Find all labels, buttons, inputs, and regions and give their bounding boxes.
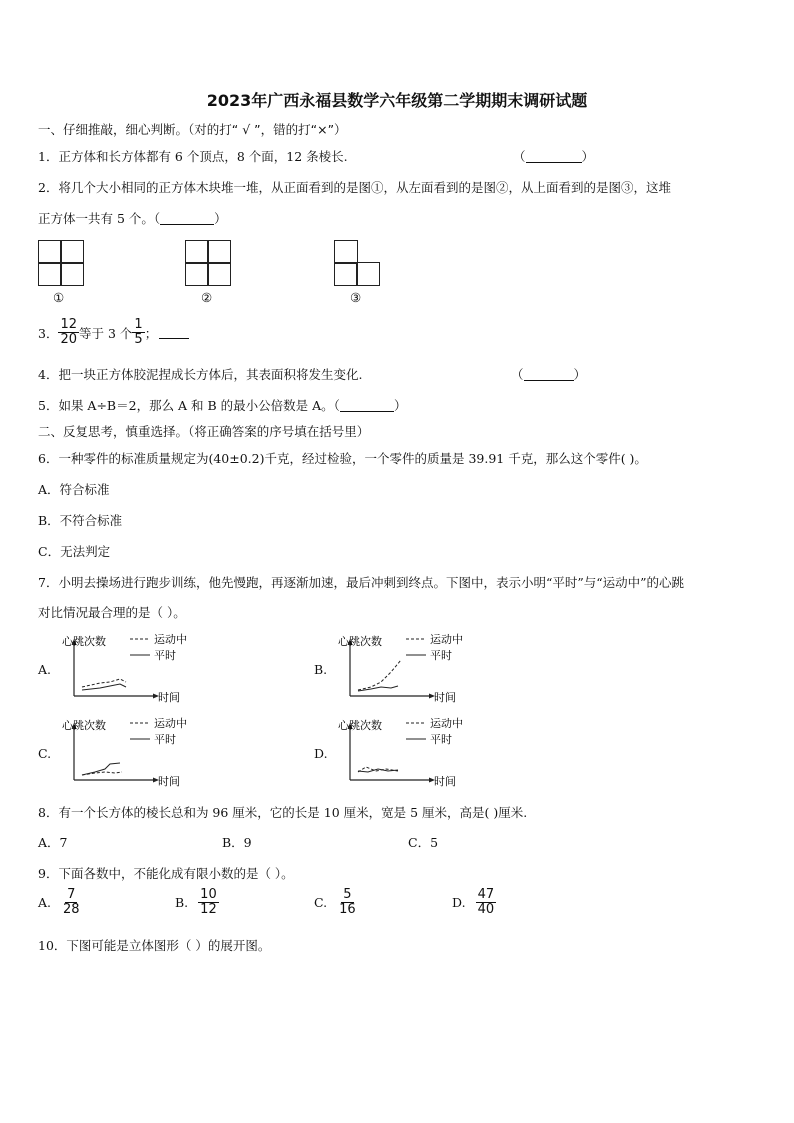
x-axis-label: 时间 (434, 691, 456, 704)
y-axis-label: 心跳次数 (62, 635, 106, 648)
option-b[interactable]: B. (314, 662, 328, 677)
question-2 (38, 178, 671, 196)
question-text: 等于 3 个 (79, 325, 133, 341)
question-number: 5． (38, 398, 59, 413)
question-number: 3． (38, 325, 59, 341)
fraction: $\frac{47}{40}$ (477, 887, 495, 918)
question-text: 正方体和长方体都有 6 个顶点，8 个面，12 条棱长. (58, 149, 348, 164)
page-title: 2023年广西永福县数学六年级第二学期期末调研试题 (206, 91, 588, 110)
section-1-heading: 一、仔细推敲，细心判断。（对的打“ √ ”，错的打“×”） (38, 122, 347, 137)
heart-rate-chart-c (60, 714, 200, 789)
figure-label-3: ③ (350, 290, 362, 305)
option-label: D. (452, 895, 466, 911)
option-d[interactable] (452, 888, 496, 918)
question-text: 把一块正方体胶泥捏成长方体后，其表面积将发生变化. (58, 367, 363, 382)
section-2-heading: 二、反复思考，慎重选择。（将正确答案的序号填在括号里） (38, 424, 370, 439)
question-text: 有一个长方体的棱长总和为 96 厘米，它的长是 10 厘米，宽是 5 厘米，高是( )厘米. (58, 805, 528, 820)
series-normal (82, 684, 126, 690)
question-10 (38, 936, 270, 954)
legend-solid: 平时 (430, 649, 452, 662)
question-2-line2 (38, 209, 227, 227)
paren-left: （ (513, 149, 526, 164)
legend-solid: 平时 (154, 733, 176, 746)
question-9 (38, 864, 294, 882)
fraction-12-20: $\frac{12}{20}$ (60, 317, 77, 348)
option-c[interactable] (314, 888, 358, 918)
option-c[interactable]: C．5 (408, 835, 439, 850)
figure-label-2: ② (201, 290, 213, 305)
question-7-line2: 对比情况最合理的是（ ）。 (38, 605, 186, 620)
question-number: 1． (38, 149, 59, 164)
y-axis-label: 心跳次数 (62, 719, 106, 732)
x-axis-label: 时间 (158, 775, 180, 788)
legend-solid: 平时 (154, 649, 176, 662)
question-7 (38, 573, 684, 591)
figure-label-1: ① (53, 290, 65, 305)
answer-blank-1[interactable] (513, 147, 594, 165)
legend-dashed: 运动中 (154, 633, 187, 646)
question-1 (38, 147, 348, 165)
legend-solid: 平时 (430, 733, 452, 746)
option-label: B. (175, 895, 189, 911)
question-text: 下面各数中，不能化成有限小数的是（ ）。 (58, 866, 294, 881)
fraction: $\frac{5}{16}$ (339, 887, 356, 918)
option-b[interactable]: B．9 (222, 835, 252, 850)
question-number: 8． (38, 805, 59, 820)
x-axis-label: 时间 (434, 775, 456, 788)
option-a[interactable]: A. (38, 662, 52, 677)
option-b[interactable] (175, 888, 219, 918)
option-d[interactable]: D. (314, 746, 328, 761)
paren-right: ） (214, 211, 227, 226)
question-text: 如果 A÷B＝2，那么 A 和 B 的最小公倍数是 A。（ (58, 398, 340, 413)
question-number: 9． (38, 866, 59, 881)
option-b[interactable]: B．不符合标准 (38, 513, 123, 528)
question-text-line2: 正方体一共有 5 个。（ (38, 211, 161, 226)
question-number: 4． (38, 367, 59, 382)
option-c[interactable]: C．无法判定 (38, 544, 111, 559)
question-5: 5．如果 A÷B＝2，那么 A 和 B 的最小公倍数是 A。（ ） (38, 398, 407, 413)
legend-dashed: 运动中 (154, 717, 187, 730)
series-exercise (82, 679, 126, 687)
heart-rate-chart-d (336, 714, 476, 789)
series-exercise (358, 660, 401, 690)
paren-right: ） (581, 149, 595, 164)
question-number: 6． (38, 451, 59, 466)
question-text-line1: 小明去操场进行跑步训练，他先慢跑，再逐渐加速，最后冲刺到终点。下图中，表示小明“平时”与“运动中”的心跳 (58, 575, 685, 590)
view-figure-1 (38, 240, 84, 286)
option-label: A. (38, 895, 52, 911)
fraction: $\frac{7}{28}$ (63, 887, 80, 918)
heart-rate-chart-a (60, 630, 200, 705)
question-text: 一种零件的标准质量规定为(40±0.2)千克，经过检验，一个零件的质量是 39.91 千克，那么这个零件( )。 (58, 451, 647, 466)
option-a[interactable]: A．7 (38, 835, 68, 850)
x-axis-label: 时间 (158, 691, 180, 704)
question-3: 3． $\frac{12}{20}$ 等于 3 个 $\frac{1}{5}$ ； (38, 318, 189, 348)
legend-dashed: 运动中 (430, 633, 463, 646)
heart-rate-chart-b (336, 630, 476, 705)
question-number: 7． (38, 575, 59, 590)
y-axis-label: 心跳次数 (338, 635, 382, 648)
answer-blank-3[interactable] (159, 326, 189, 339)
option-a[interactable]: A．符合标准 (38, 482, 110, 497)
view-figure-2 (185, 240, 231, 286)
question-8 (38, 803, 527, 821)
view-figure-3 (334, 240, 380, 286)
question-text: 下图可能是立体图形（ ）的展开图。 (66, 938, 271, 953)
question-number: 10． (38, 938, 67, 953)
question-6 (38, 449, 647, 467)
question-4 (38, 365, 362, 383)
option-c[interactable]: C. (38, 746, 52, 761)
question-number: 2． (38, 180, 59, 195)
option-label: C. (314, 895, 328, 911)
answer-blank-2[interactable] (160, 212, 214, 225)
answer-blank-4[interactable]: （ ） (511, 367, 587, 382)
legend-dashed: 运动中 (430, 717, 463, 730)
question-text-line1: 将几个大小相同的正方体木块堆一堆，从正面看到的是图①，从左面看到的是图②，从上面看到的是图③，这堆 (58, 180, 671, 195)
answer-blank-5[interactable] (340, 399, 394, 412)
fraction: $\frac{10}{12}$ (200, 887, 217, 918)
fraction-1-5: $\frac{1}{5}$ (134, 317, 143, 348)
option-a[interactable] (38, 888, 82, 918)
y-axis-label: 心跳次数 (338, 719, 382, 732)
